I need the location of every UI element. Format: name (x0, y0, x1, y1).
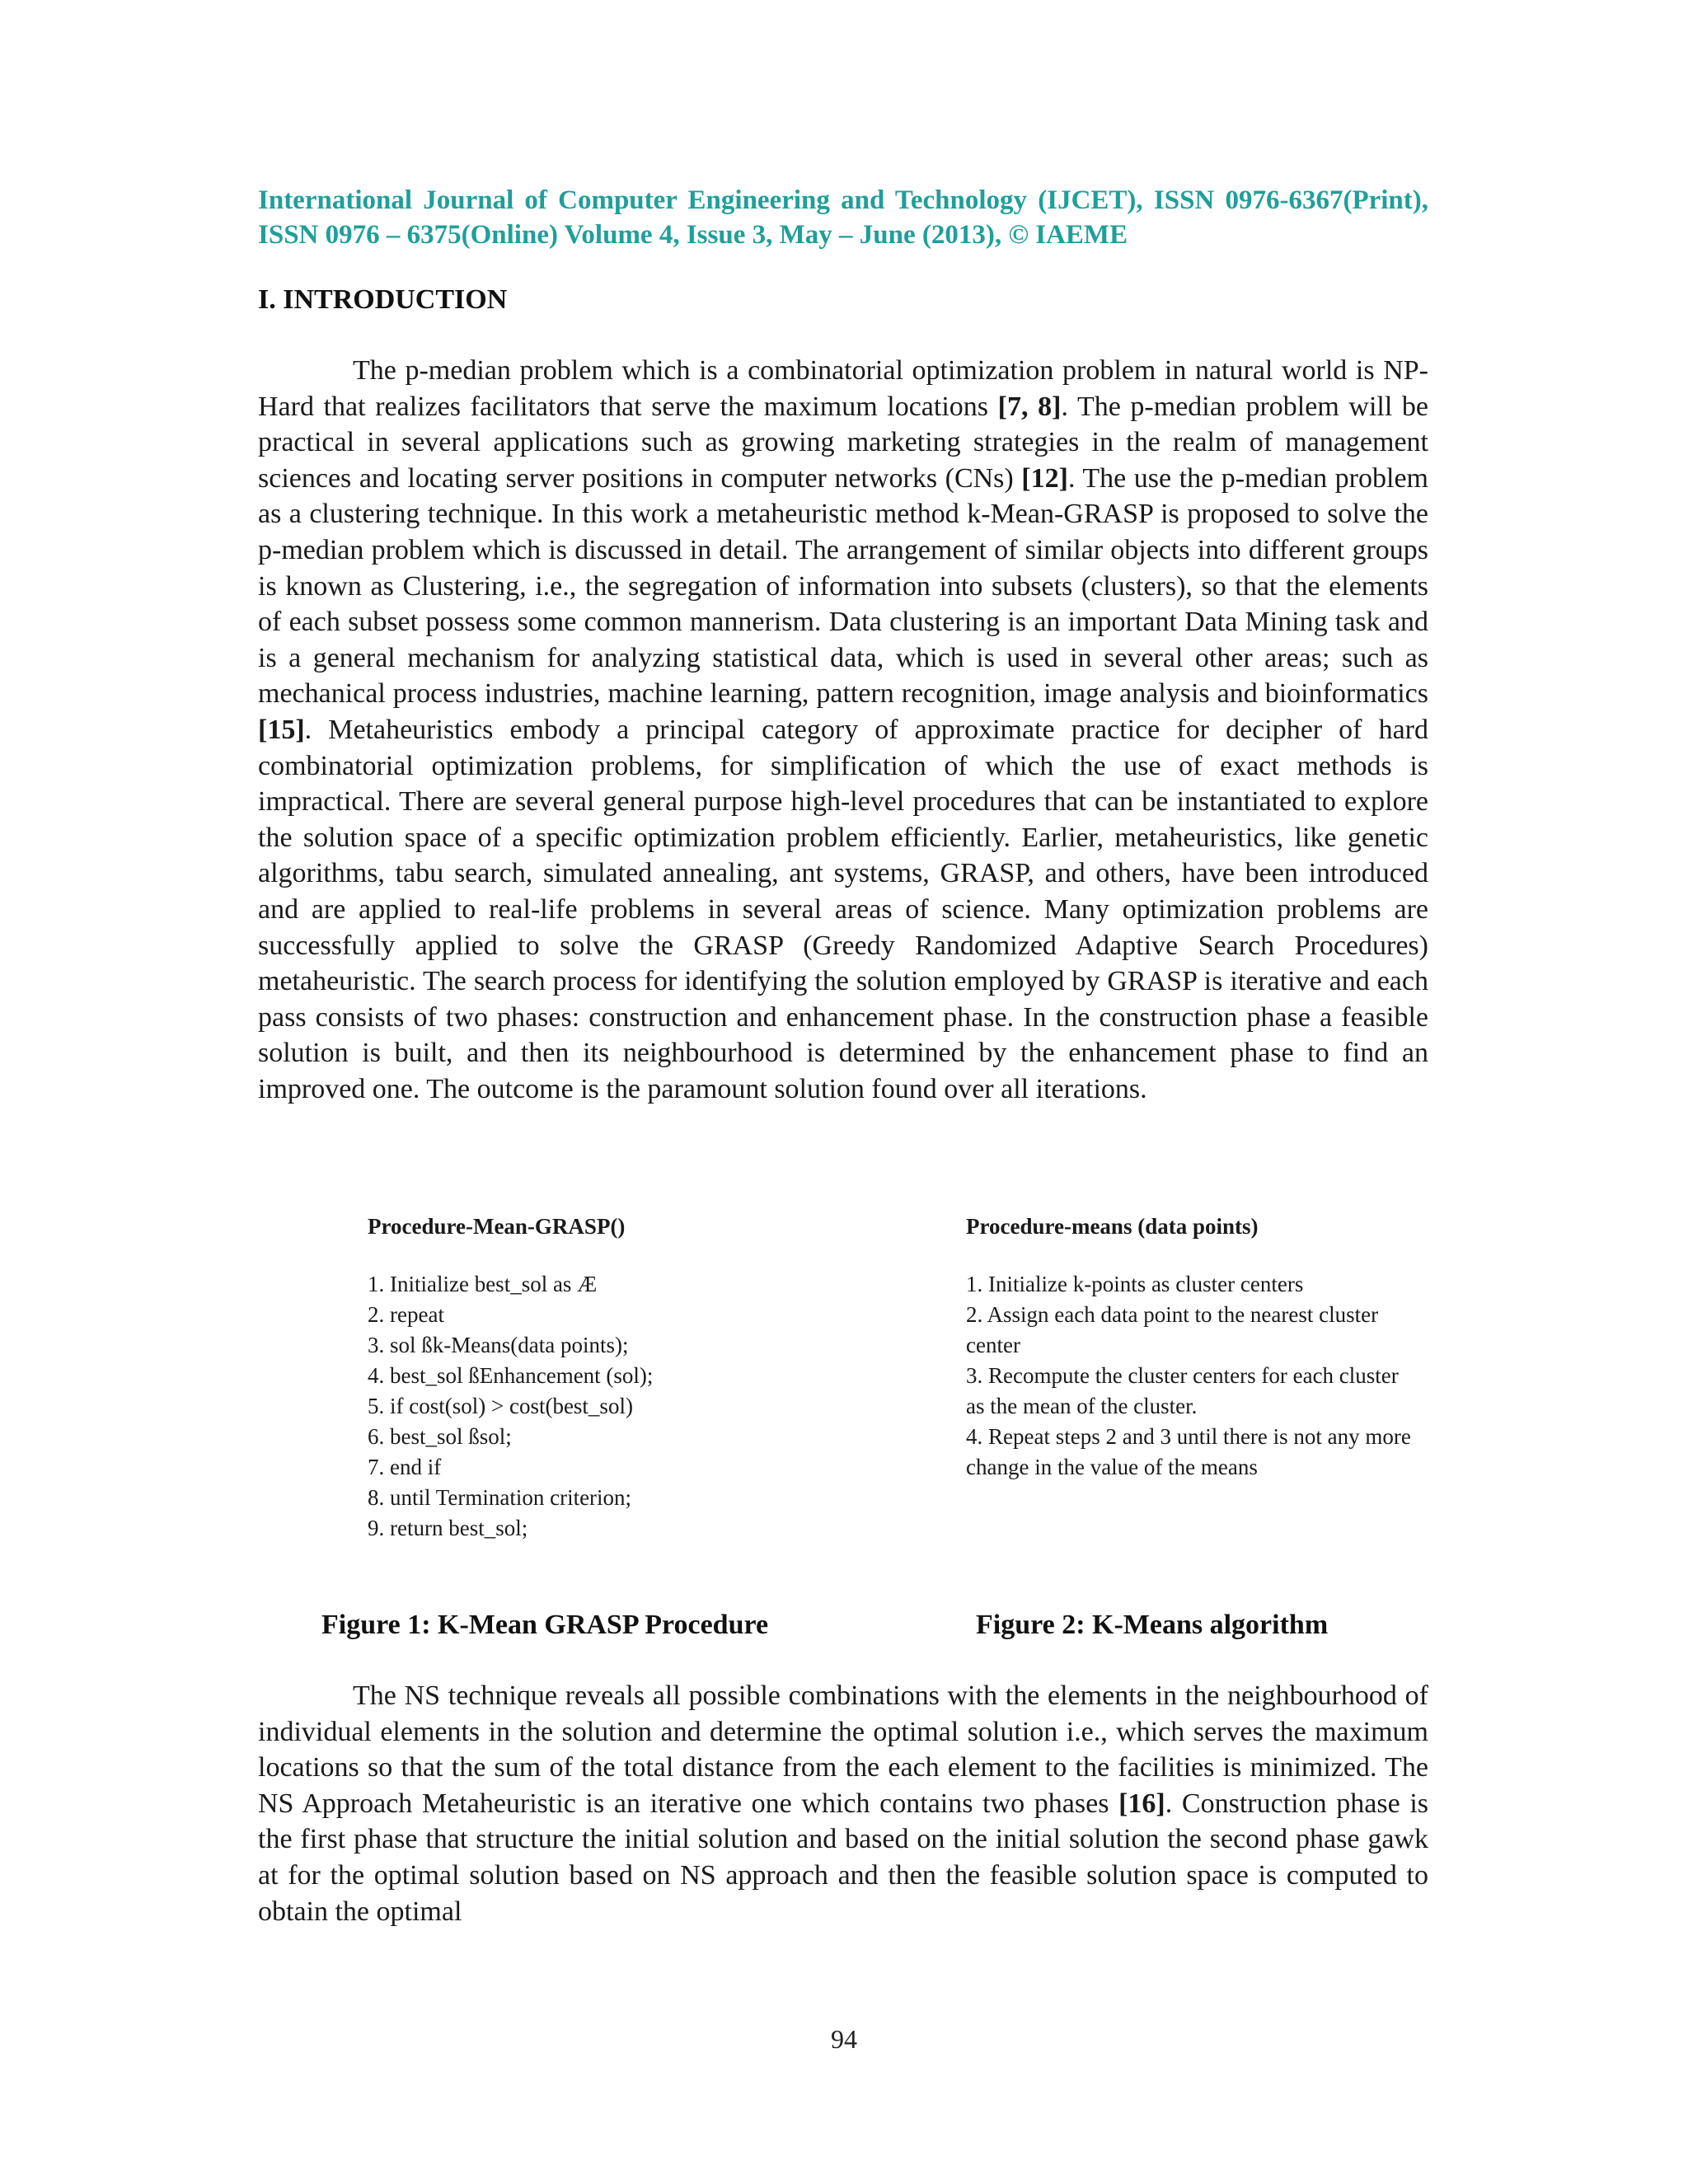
figure-2-step: 3. Recompute the cluster centers for each cluster as the mean of the cluster. (966, 1363, 1399, 1418)
section-heading: I. INTRODUCTION (258, 284, 508, 315)
ns-paragraph (258, 1678, 1428, 1929)
figure-1-step: 8. until Termination criterion; (368, 1485, 632, 1510)
figure-1-procedure (368, 1212, 796, 1544)
intro-text-3: . The use the p-median problem as a clustering technique. In this work a metaheuristic method k-Mean-GRASP is proposed to solve the p-median problem which is discussed in detail. The arrangement of similar objects into different groups is known as Clustering, i.e., the segregation of information into subsets (clusters), so that the elements of each subset possess some common mannerism. Data clustering is an important Data Mining task and is a general mechanism for analyzing statistical data, which is used in several other areas; such as mechanical process industries, machine learning, pattern recognition, image analysis and bioinformatics (258, 462, 1428, 710)
citation-12: [12] (1021, 462, 1068, 494)
figure-1-step: 5. if cost(sol) > cost(best_sol) (368, 1394, 633, 1418)
figure-1-steps (368, 1269, 796, 1544)
figure-1-step: 2. repeat (368, 1302, 444, 1327)
journal-header: International Journal of Computer Engineering and Technology (IJCET), ISSN 0976-6367(Print), ISSN 0976 – 6375(Online) Volume 4, Issue 3, May – June (2013), © IAEME (258, 185, 1428, 250)
intro-text-1: The p-median problem which is a combinatorial optimization problem in natural world is NP-Hard that realizes facilitators that serve the maximum locations (258, 355, 1428, 422)
figure-1-step: 6. best_sol ßsol; (368, 1424, 512, 1449)
figure-1-step: 1. Initialize best_sol as Æ (368, 1272, 598, 1296)
intro-text-2: . The p-median problem will be practical in several applications such as growing marketing strategies in the realm of management sciences and locating server positions in computer networks (CNs) (258, 391, 1428, 494)
citation-15: [15] (258, 714, 305, 745)
figure-2-step: 2. Assign each data point to the nearest cluster center (966, 1302, 1379, 1357)
figure-1-step: 7. end if (368, 1455, 442, 1479)
figure-1-step: 3. sol ßk-Means(data points); (368, 1333, 629, 1357)
ns-text-1: The NS technique reveals all possible combinations with the elements in the neighbourhood of individual elements in the solution and determine the optimal solution i.e., which serves the maximum locations so that the sum of the total distance from the each element to the facilities is minimized. The NS Approach Metaheuristic is an iterative one which contains two phases (258, 1680, 1428, 1819)
figure-2-step: 4. Repeat steps 2 and 3 until there is not any more change in the value of the means (966, 1424, 1411, 1479)
figure-1-step: 9. return best_sol; (368, 1516, 528, 1540)
figure-1-title: Procedure-Mean-GRASP() (368, 1214, 626, 1239)
intro-paragraph (258, 353, 1428, 1107)
figure-1-step: 4. best_sol ßEnhancement (sol); (368, 1363, 654, 1388)
figure-2-caption: Figure 2: K-Means algorithm (976, 1610, 1329, 1640)
figure-2-steps (966, 1269, 1411, 1483)
figure-1-caption: Figure 1: K-Mean GRASP Procedure (321, 1610, 769, 1640)
ns-text-2: . Construction phase is the first phase that structure the initial solution and based on the initial solution the second phase gawk at for the optimal solution based on NS approach and then the feasible solution space is computed to obtain the optimal (258, 1788, 1428, 1927)
figure-2-step: 1. Initialize k-points as cluster centers (966, 1272, 1304, 1296)
figure-2-procedure (966, 1212, 1411, 1483)
figure-2-title: Procedure-means (data points) (966, 1214, 1259, 1239)
page-number: 94 (831, 2024, 857, 2054)
intro-text-4: . Metaheuristics embody a principal category of approximate practice for decipher of hard combinatorial optimization problems, for simplification of which the use of exact methods is impractical. There are several general purpose high-level procedures that can be instantiated to explore the solution space of a specific optimization problem efficiently. Earlier, metaheuristics, like genetic algorithms, tabu search, simulated annealing, ant systems, GRASP, and others, have been introduced and are applied to real-life problems in several areas of science. Many optimization problems are successfully applied to solve the GRASP (Greedy Randomized Adaptive Search Procedures) metaheuristic. The search process for identifying the solution employed by GRASP is iterative and each pass consists of two phases: construction and enhancement phase. In the construction phase a feasible solution is built, and then its neighbourhood is determined by the enhancement phase to find an improved one. The outcome is the paramount solution found over all iterations. (258, 714, 1428, 1104)
citation-7-8: [7, 8] (997, 391, 1062, 422)
citation-16: [16] (1118, 1788, 1165, 1819)
